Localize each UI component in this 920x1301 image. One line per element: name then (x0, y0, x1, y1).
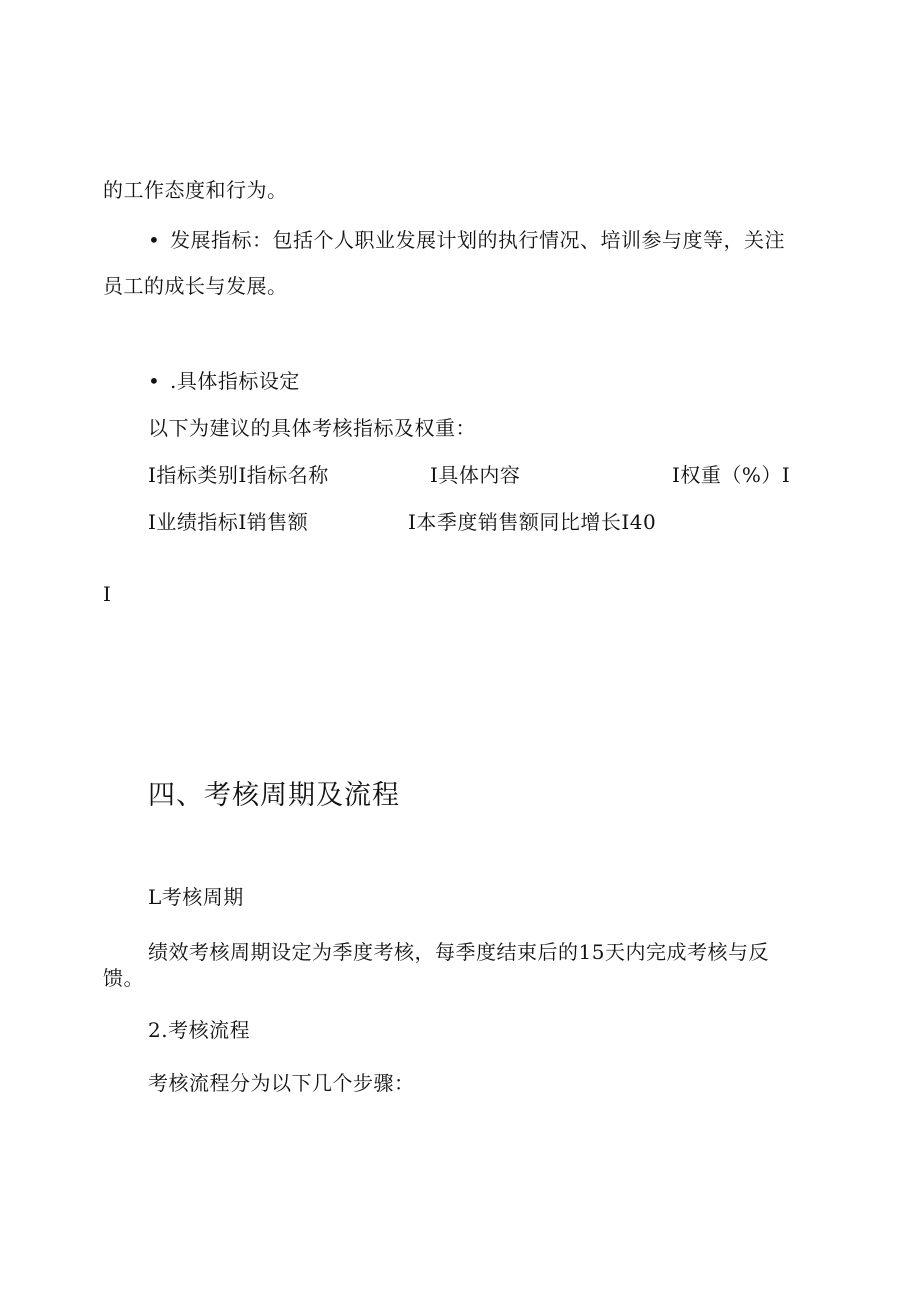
dev-indicator-text-continued: 员工的成长与发展。 (103, 274, 288, 298)
process-heading: 2.考核流程 (148, 1018, 251, 1042)
specific-indicators-title: .具体指标设定 (170, 369, 300, 393)
specific-indicators-heading (148, 367, 300, 395)
bullet-icon: • (148, 228, 161, 252)
cell-content-weight: I本季度销售额同比增长I40 (408, 510, 657, 534)
process-intro: 考核流程分为以下几个步骤： (148, 1071, 415, 1095)
dev-indicator-text: 发展指标：包括个人职业发展计划的执行情况、培训参与度等，关注 (170, 228, 785, 252)
cycle-text: 绩效考核周期设定为季度考核，每季度结束后的15天内完成考核与反 (148, 940, 769, 964)
bullet-icon: • (148, 369, 161, 393)
cycle-heading: L考核周期 (148, 885, 244, 909)
header-category-name: I指标类别I指标名称 (148, 463, 329, 487)
section-title: 四、考核周期及流程 (148, 780, 400, 811)
continuation-text: 的工作态度和行为。 (103, 178, 288, 202)
cell-category-name: I业绩指标I销售额 (148, 510, 309, 534)
table-trailing-mark: I (103, 582, 112, 606)
header-content: I具体内容 (430, 463, 521, 487)
indicator-intro: 以下为建议的具体考核指标及权重： (148, 416, 476, 440)
dev-indicator-paragraph (148, 226, 785, 254)
cycle-text-continued: 馈。 (103, 966, 144, 990)
header-weight: I权重（%）I (672, 463, 791, 487)
